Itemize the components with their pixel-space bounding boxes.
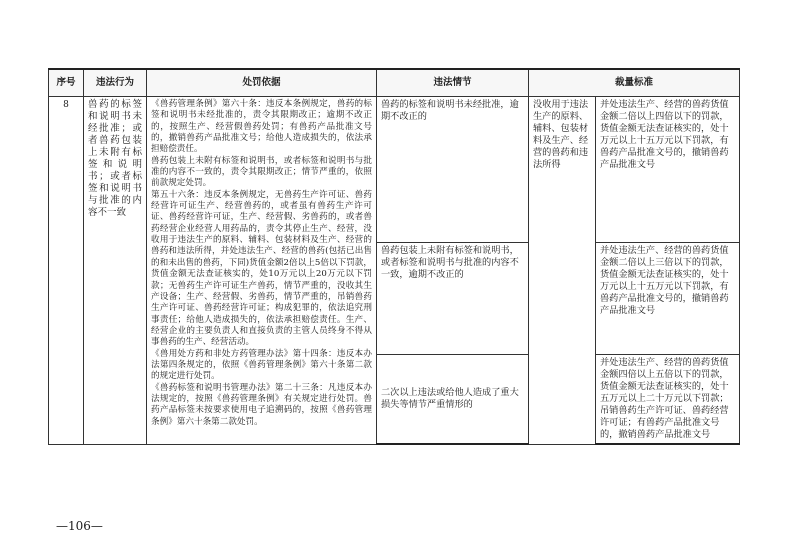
header-discretion-standard: 裁量标准 [529, 69, 740, 97]
circumstance-cell: 兽药的标签和说明书未经批准，逾期不改正的 [377, 97, 529, 243]
violation-cell: 兽药的标签和说明书未经批准；或者兽药包装上未附有标签和说明书；或者标签和说明书与批准的内容不一致 [84, 97, 147, 445]
header-violation: 违法行为 [84, 69, 147, 97]
header-seq: 序号 [49, 69, 84, 97]
table-row [49, 97, 740, 243]
header-circumstances: 违法情节 [377, 69, 529, 97]
table-header-row [49, 69, 740, 97]
penalty-range-cell: 没收用于违法生产的原料、辅料、包装材料及生产、经营的兽药和违法所得 [529, 97, 596, 445]
basis-paragraph: 《兽药标签和说明书管理办法》第二十三条：凡违反本办法规定的，按照《兽药管理条例》有关规定进行处罚。兽药产品标签未按要求使用电子追溯码的，按照《兽药管理条例》第六十条第二款处罚。 [151, 382, 372, 427]
standard-cell: 并处违法生产、经营的兽药货值金额四倍以上五倍以下的罚款，货值金额无法查证核实的，处十五万元以上二十万元以下罚款；吊销兽药生产许可证、兽药经营许可证；有兽药产品批准文号的，撤销兽药产品批准文号 [596, 355, 740, 445]
circumstance-cell: 兽药包装上未附有标签和说明书，或者标签和说明书与批准的内容不一致，逾期不改正的 [377, 243, 529, 355]
basis-paragraph: 兽药包装上未附有标签和说明书，或者标签和说明书与批准的内容不一致的，责令其限期改正；情节严重的，依照前款规定处罚。 [151, 155, 372, 189]
header-penalty-basis: 处罚依据 [147, 69, 377, 97]
penalty-discretion-table [48, 68, 740, 445]
basis-paragraph: 第五十六条：违反本条例规定，无兽药生产许可证、兽药经营许可证生产、经营兽药的，或者虽有兽药生产许可证、兽药经营许可证，生产、经营假、劣兽药的，或者兽药经营企业经营人用药品的，责令其停止生产、经营，没收用于违法生产的原料、辅料、包装材料及生产、经营的兽药和违法所得，并处违法生产、经营的兽药(包括已出售的和未出售的兽药，下同)货值金额2倍以上5倍以下罚款，货值金额无法查证核实的，处10万元以上20万元以下罚款；无兽药生产许可证生产兽药，情节严重的，没收其生产设备；生产、经营假、劣兽药，情节严重的，吊销兽药生产许可证、兽药经营许可证；构成犯罪的，依法追究刑事责任；给他人造成损失的，依法承担赔偿责任。生产、经营企业的主要负责人和直接负责的主管人员终身不得从事兽药的生产、经营活动。 [151, 189, 372, 348]
standard-cell: 并处违法生产、经营的兽药货值金额二倍以上四倍以下的罚款，货值金额无法查证核实的，处十万元以上十五万元以下罚款，有兽药产品批准文号的，撤销兽药产品批准文号 [596, 97, 740, 243]
penalty-basis-cell [147, 97, 377, 445]
page-number: —106— [56, 519, 103, 533]
standard-cell: 并处违法生产、经营的兽药货值金额二倍以上三倍以下的罚款，货值金额无法查证核实的，处十万元以上十五万元以下罚款，有兽药产品批准文号的，撤销兽药产品批准文号 [596, 243, 740, 355]
circumstance-cell: 二次以上违法或给他人造成了重大损失等情节严重情形的 [377, 355, 529, 445]
basis-paragraph: 《兽药管理条例》第六十条：违反本条例规定，兽药的标签和说明书未经批准的，责令其限期改正；逾期不改正的，按照生产、经营假兽药处罚；有兽药产品批准文号的，撤销兽药产品批准文号；给他人造成损失的，依法承担赔偿责任。 [151, 99, 372, 155]
basis-paragraph: 《兽用处方药和非处方药管理办法》第十四条：违反本办法第四条规定的，依照《兽药管理条例》第六十条第二款的规定进行处罚。 [151, 348, 372, 382]
seq-cell: 8 [49, 97, 84, 445]
